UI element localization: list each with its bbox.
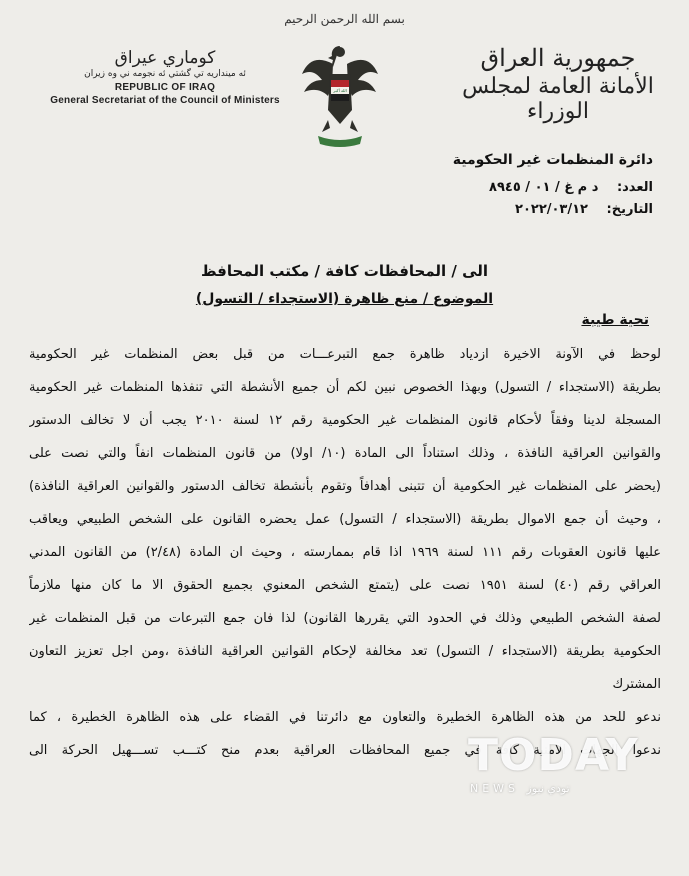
reference-date bbox=[515, 202, 653, 217]
kurdish-subtitle: ئه مینداریه تي گشتي ئه نجومه ني وه زيران bbox=[84, 69, 246, 79]
body-line: ندعو للحد من هذه الظاهرة الخطيرة والتعاون مع دائرتنا في القضاء على هذه الظاهرة الخطيرة ، كما bbox=[29, 710, 661, 725]
body-line: بطريقة (الاستجداء / التسول) وبهذا الخصوص نبين لكم أن جميع الأنشطة التي تنفذها المنظمات غير الحكومية bbox=[29, 380, 661, 395]
body-line: عليها قانون العقوبات رقم ١١١ لسنة ١٩٦٩ اذا قام بممارسته ، وحيث ان المادة (٢/٤٨) من القانون المدني bbox=[29, 545, 661, 560]
arabic-secretariat: الأمانة العامة لمجلس الوزراء bbox=[462, 74, 654, 124]
recipient-line: الى / المحافظات كافة / مكتب المحافظ bbox=[200, 262, 489, 280]
date-label: التاريخ: bbox=[606, 202, 653, 217]
kurdish-title: كوماري عيراق bbox=[114, 48, 216, 68]
basmala: بسم الله الرحمن الرحيم bbox=[284, 12, 405, 26]
today-news-watermark bbox=[468, 728, 648, 810]
body-line: المسجلة لدينا وفقاً لأحكام قانون المنظمات غير الحكومية رقم ١٢ لسنة ٢٠١٠ يجب أن لا تخالف الدستور bbox=[29, 413, 661, 428]
body-line: لصفة الشخص الطبيعي وذلك في الحدود التي يقررها القانون) لذا فان جمع التبرعات من قبل المنظمات غير bbox=[29, 611, 661, 626]
reference-number bbox=[489, 180, 653, 195]
english-country: REPUBLIC OF IRAQ bbox=[114, 82, 216, 93]
number-value: د م غ / ٠١ / ٨٩٤٥ bbox=[489, 180, 599, 195]
arabic-republic: جمهورية العراق bbox=[480, 44, 636, 72]
body-line: والقوانين العراقية النافذة ، وذلك استناداً الى المادة (١٠/ اولا) من قانون المنظمات انفاً والتي نصت على bbox=[29, 446, 661, 461]
body-line: الحكومية بطريقة (الاستجداء / التسول) تعد مخالفة لإحكام القوانين العراقية النافذة ،ومن اجل تعزيز التعاون bbox=[29, 644, 661, 659]
body-line: ندعوا الجهات الامنية كافة في جميع المحافظات العراقية بعدم منح كتـــب تســـهيل الحركة الى bbox=[29, 743, 661, 758]
letterhead-left bbox=[40, 48, 290, 106]
body-line: (يحضر على المنظمات غير الحكومية أن تتبنى أهدافاً وتقوم بأنشطة تخالف الدستور والقوانين العراقية النافذة) bbox=[29, 479, 661, 494]
department-name: دائرة المنظمات غير الحكومية bbox=[452, 152, 653, 168]
english-secretariat: General Secretariat of the Council of Ministers bbox=[50, 95, 280, 106]
body-line: لوحظ في الآونة الاخيرة ازدياد ظاهرة جمع التبرعـــات من قبل بعض المنظمات غير الحكومية bbox=[29, 347, 661, 362]
body-line: ، وحيث أن جمع الاموال بطريقة (الاستجداء / التسول) عمل يحضره القانون على الشخص الطبيعي ويعاقب bbox=[29, 512, 661, 527]
number-label: العدد: bbox=[616, 180, 653, 195]
subject-line: الموضوع / منع ظاهرة (الاستجداء / التسول) bbox=[195, 291, 494, 307]
letterhead-right bbox=[453, 44, 663, 124]
body-line: المشترك bbox=[612, 677, 661, 692]
body-line: العراقي رقم (٤٠) لسنة ١٩٥١ نصت على (يتمتع الشخص المعنوي بجميع الحقوق الا ما كان منها ملازماً bbox=[29, 578, 661, 593]
watermark-logo: TODAY bbox=[468, 730, 639, 781]
svg-text:الله أكبر: الله أكبر bbox=[333, 88, 347, 93]
date-value: ٢٠٢٢/٠٣/١٢ bbox=[515, 202, 588, 217]
watermark-subtitle: NEWS تودي نيوز bbox=[470, 782, 570, 795]
greeting: تحية طيبة bbox=[581, 312, 649, 328]
letter-body bbox=[29, 344, 661, 773]
iraq-eagle-emblem-icon bbox=[300, 40, 380, 152]
